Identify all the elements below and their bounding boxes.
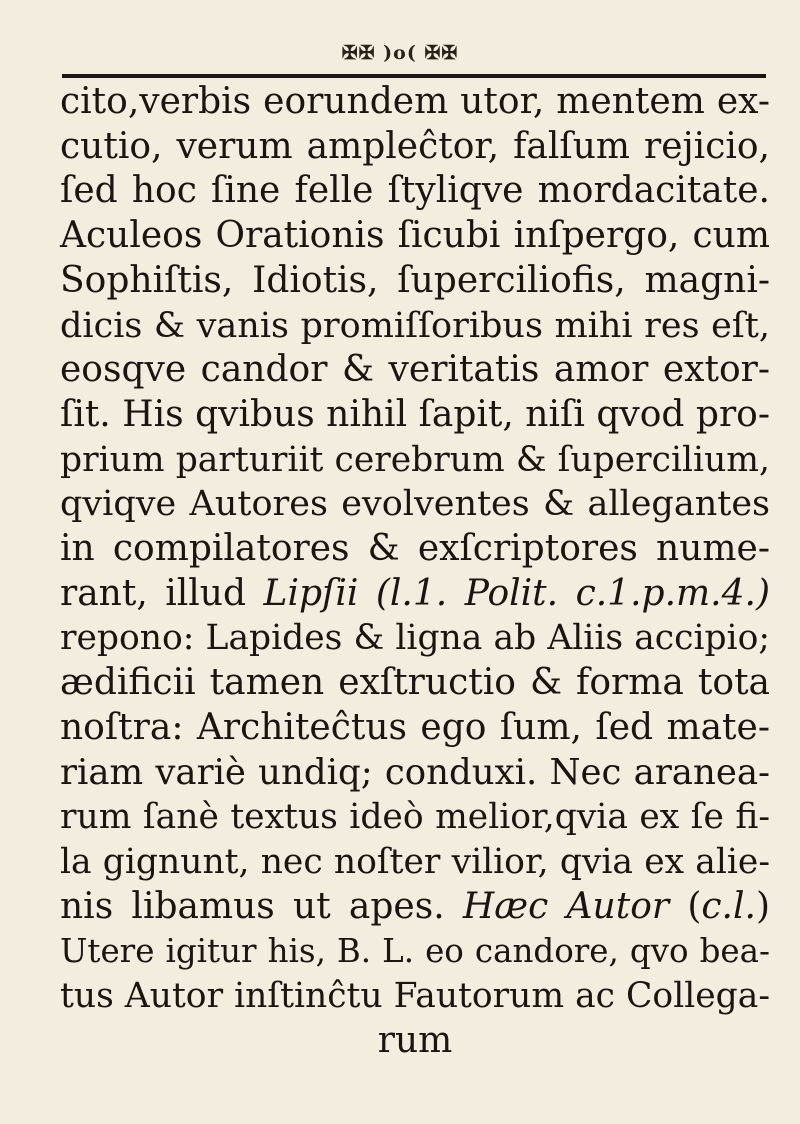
text-line: [60, 348, 770, 393]
text-line: [60, 80, 770, 125]
italic-segment: Hæc Autor: [462, 885, 670, 927]
text-segment: rum ſanè textus ideò melior,qvia ex ſe fi-: [60, 797, 770, 838]
text-segment: prium parturiit cerebrum & ſupercilium,: [60, 439, 770, 480]
text-line: [60, 885, 770, 930]
text-line: [60, 795, 770, 840]
text-segment: in compilatores & exſcriptores nume-: [60, 528, 770, 570]
text-segment: qviqve Autores evolventes & allegantes: [60, 484, 770, 525]
text-segment: Aculeos Orationis ſicubi inſpergo, cum: [60, 215, 770, 257]
text-segment: ædificii tamen exſtructio & forma tota: [60, 662, 770, 704]
text-segment: dicis & vanis promiſſoribus mihi res eſt,: [60, 305, 770, 346]
text-line: [60, 929, 770, 974]
text-segment: la gignunt, nec noſter vilior, qvia ex alie-: [60, 841, 770, 882]
text-line: [60, 1019, 770, 1064]
text-segment: rum: [377, 1019, 453, 1061]
text-segment: Utere igitur his, B. L. eo candore, qvo bea-: [60, 932, 770, 971]
text-segment: ſed hoc ſine felle ſtyliqve mordacitate.: [60, 170, 770, 212]
text-segment: Sophiſtis, Idiotis, ſuperciliofis, magni-: [60, 259, 770, 301]
text-segment: repono: Lapides & ligna ab Aliis accipio;: [60, 618, 770, 659]
text-line: [60, 304, 770, 349]
text-segment: cito,verbis eorundem utor, mentem ex-: [60, 81, 770, 122]
text-segment: eosqve candor & veritatis amor extor-: [60, 349, 770, 391]
text-line: [60, 125, 770, 170]
text-line: [60, 661, 770, 706]
text-segment: tus Autor inſtinĉtu Fautorum ac Collega-: [60, 976, 770, 1017]
text-line: [60, 572, 770, 617]
text-line: [60, 438, 770, 483]
header-rule: [62, 74, 766, 78]
text-segment: noſtra: Architeĉtus ego ſum, ſed mate-: [60, 706, 770, 748]
page-header-ornament: ✠✠ )o( ✠✠: [341, 42, 459, 64]
text-segment: riam variè undiq; conduxi. Nec aranea-: [60, 751, 770, 793]
text-segment: rant, illud: [60, 572, 264, 614]
text-segment: cutio, verum ampleĉtor, falſum rejicio,: [60, 125, 770, 167]
text-segment: nis libamus ut apes.: [60, 885, 463, 927]
italic-segment: c.l.: [701, 885, 756, 927]
text-line: [60, 527, 770, 572]
text-segment: ſit. His qvibus nihil ſapit, niſi qvod pro-: [60, 393, 770, 435]
italic-segment: Lipſii (l.1. Polit. c.1.p.m.4.): [263, 572, 770, 614]
text-line: [60, 214, 770, 259]
text-line: [60, 706, 770, 751]
text-line: [60, 751, 770, 796]
text-line: [60, 482, 770, 527]
text-segment: (: [669, 885, 702, 927]
text-line: [60, 393, 770, 438]
text-line: [60, 840, 770, 885]
text-line: [60, 169, 770, 214]
text-line: [60, 974, 770, 1019]
text-line: [60, 616, 770, 661]
body-text: [60, 80, 770, 1063]
text-line: [60, 259, 770, 304]
text-segment: ): [755, 885, 770, 927]
